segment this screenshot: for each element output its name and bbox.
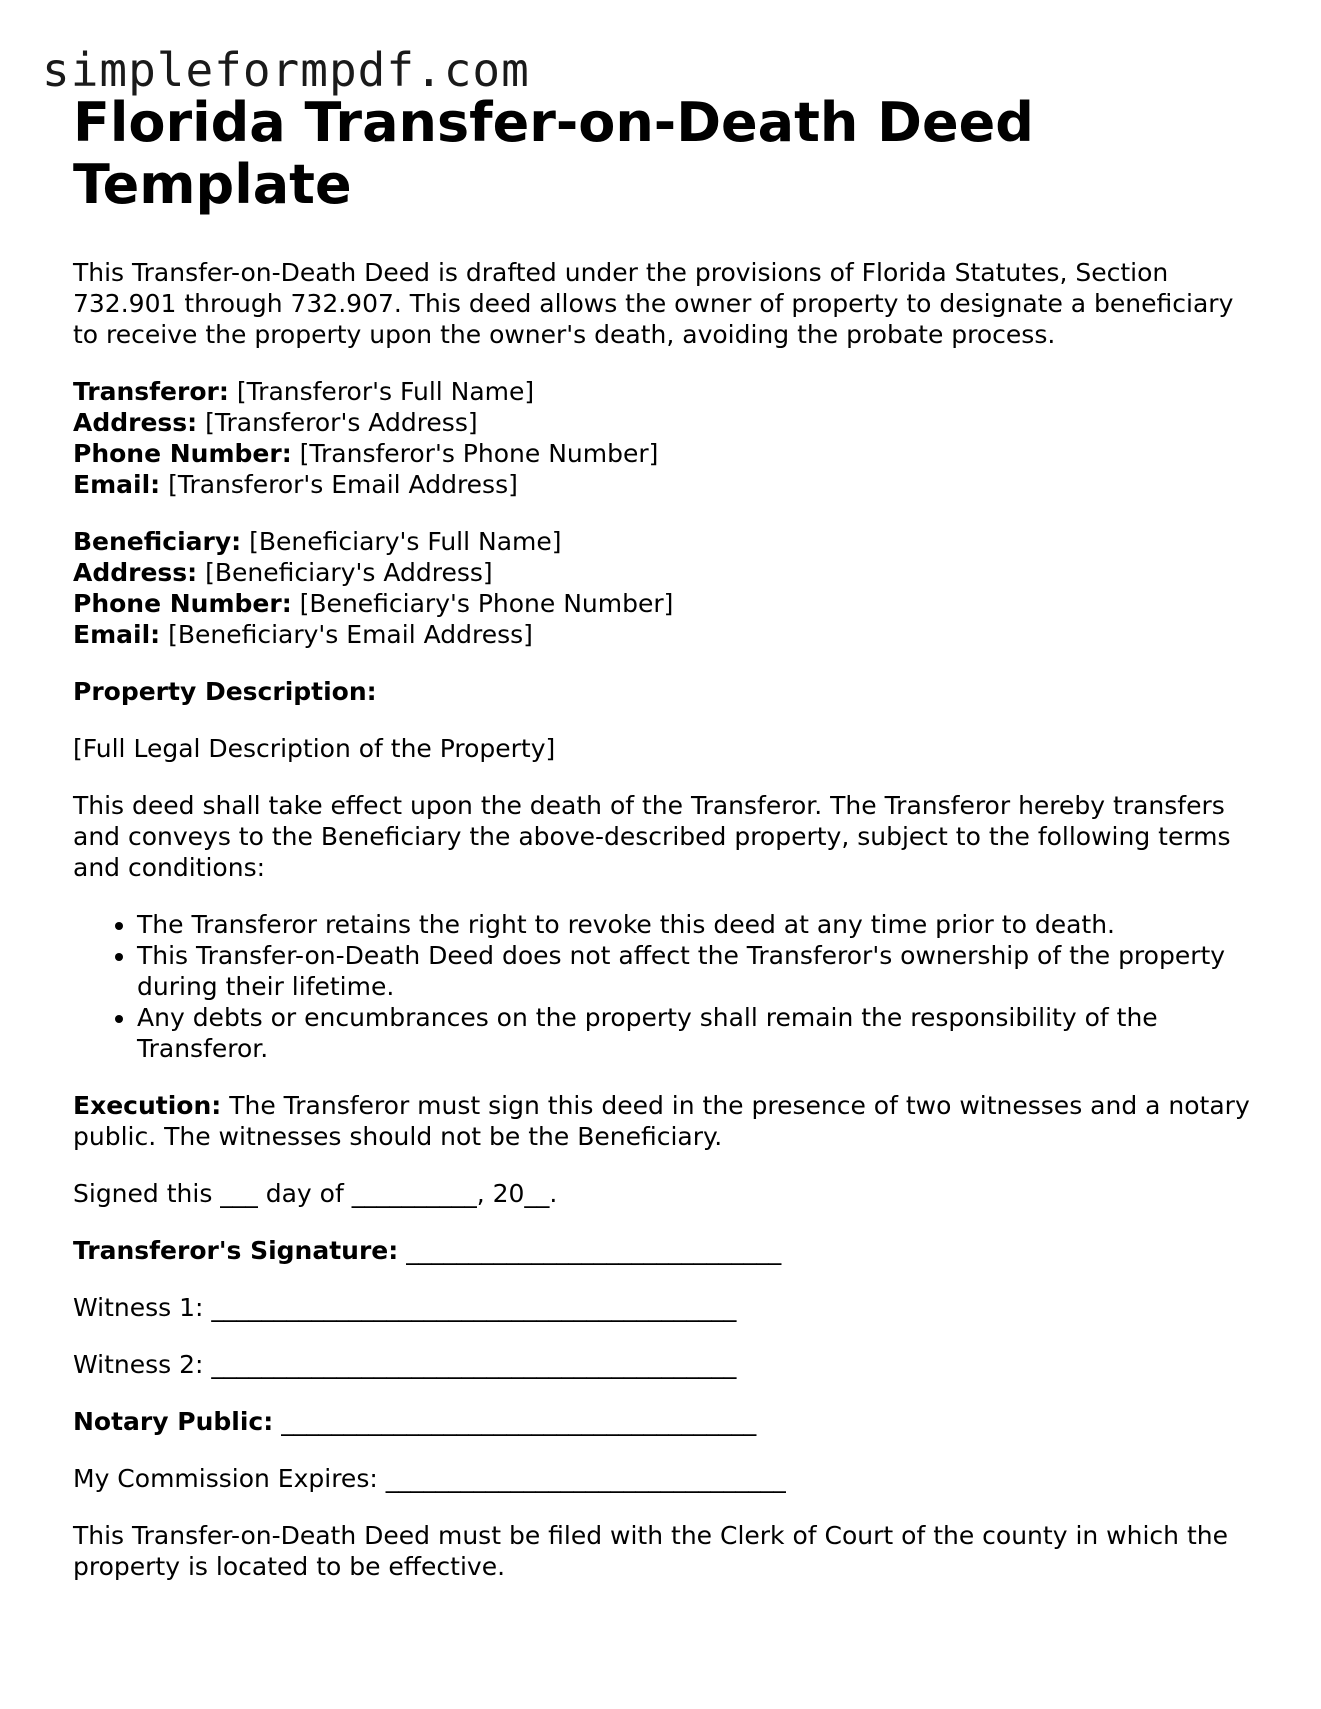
transferor-info xyxy=(73,376,1253,500)
witness2-line xyxy=(73,1349,1253,1380)
transferor-name-value: [Transferor's Full Name] xyxy=(236,377,535,406)
notary-blank[interactable]: ______________________________________ xyxy=(281,1407,757,1436)
property-heading-label: Property Description: xyxy=(73,677,377,706)
execution-text: The Transferor must sign this deed in the presence of two witnesses and a notary public. The witnesses should not be the Beneficiary. xyxy=(73,1091,1250,1151)
transferor-phone-line xyxy=(73,438,1253,469)
notary-line xyxy=(73,1406,1253,1437)
beneficiary-name-value: [Beneficiary's Full Name] xyxy=(249,527,562,556)
deed-document xyxy=(73,92,1253,1582)
witness2-blank[interactable]: __________________________________________ xyxy=(211,1350,737,1379)
witness1-label: Witness 1: xyxy=(73,1293,204,1322)
beneficiary-email-line xyxy=(73,619,1253,650)
condition-item: • The Transferor retains the right to revoke this deed at any time prior to death. xyxy=(137,909,1253,940)
beneficiary-address-value: [Beneficiary's Address] xyxy=(205,558,493,587)
transferor-email-value: [Transferor's Email Address] xyxy=(168,470,518,499)
filing-note: This Transfer-on-Death Deed must be filed with the Clerk of Court of the county in which the property is located to be effective. xyxy=(73,1521,1228,1581)
intro-paragraph: This Transfer-on-Death Deed is drafted under the provisions of Florida Statutes, Section 732.901 through 732.907. This deed allows the owner of property to designate a beneficiary to receive the property upon the owner's death, avoiding the probate process. xyxy=(73,258,1234,349)
beneficiary-email-value: [Beneficiary's Email Address] xyxy=(168,620,533,649)
beneficiary-address-line xyxy=(73,557,1253,588)
transferor-signature-label: Transferor's Signature: xyxy=(73,1236,399,1265)
notary-label: Notary Public: xyxy=(73,1407,274,1436)
transferor-name-label: Transferor: xyxy=(73,377,229,406)
site-watermark: simpleformpdf.com xyxy=(42,43,530,97)
beneficiary-phone-line xyxy=(73,588,1253,619)
transferor-address-label: Address: xyxy=(73,408,198,437)
transferor-signature-blank[interactable]: ______________________________ xyxy=(406,1236,782,1265)
beneficiary-email-label: Email: xyxy=(73,620,161,649)
beneficiary-name-line xyxy=(73,526,1253,557)
execution-paragraph xyxy=(73,1090,1253,1152)
transferor-phone-value: [Transferor's Phone Number] xyxy=(299,439,659,468)
beneficiary-address-label: Address: xyxy=(73,558,198,587)
transferor-name-line xyxy=(73,376,1253,407)
commission-label: My Commission Expires: xyxy=(73,1464,378,1493)
property-description: [Full Legal Description of the Property] xyxy=(73,734,556,763)
effect-paragraph: This deed shall take effect upon the death of the Transferor. The Transferor hereby transfers and conveys to the Beneficiary the above-described property, subject to the following terms and conditions: xyxy=(73,791,1231,882)
commission-blank[interactable]: ________________________________ xyxy=(385,1464,786,1493)
beneficiary-phone-label: Phone Number: xyxy=(73,589,292,618)
execution-label: Execution: xyxy=(73,1091,222,1120)
property-heading xyxy=(73,676,1253,707)
witness1-line xyxy=(73,1292,1253,1323)
beneficiary-name-label: Beneficiary: xyxy=(73,527,242,556)
page-title: Florida Transfer-on-Death Deed Template xyxy=(73,91,1034,216)
transferor-address-value: [Transferor's Address] xyxy=(205,408,478,437)
beneficiary-info xyxy=(73,526,1253,650)
witness2-label: Witness 2: xyxy=(73,1350,204,1379)
transferor-email-label: Email: xyxy=(73,470,161,499)
transferor-address-line xyxy=(73,407,1253,438)
witness1-blank[interactable]: __________________________________________ xyxy=(211,1293,737,1322)
commission-line xyxy=(73,1463,1253,1494)
conditions-list xyxy=(73,909,1253,1064)
condition-item: • This Transfer-on-Death Deed does not affect the Transferor's ownership of the property during their lifetime. xyxy=(137,940,1253,1002)
beneficiary-phone-value: [Beneficiary's Phone Number] xyxy=(299,589,674,618)
transferor-email-line xyxy=(73,469,1253,500)
transferor-phone-label: Phone Number: xyxy=(73,439,292,468)
signed-date-line: Signed this ___ day of __________, 20__. xyxy=(73,1179,558,1208)
condition-item: • Any debts or encumbrances on the property shall remain the responsibility of the Transferor. xyxy=(137,1002,1253,1064)
transferor-signature-line xyxy=(73,1235,1253,1266)
